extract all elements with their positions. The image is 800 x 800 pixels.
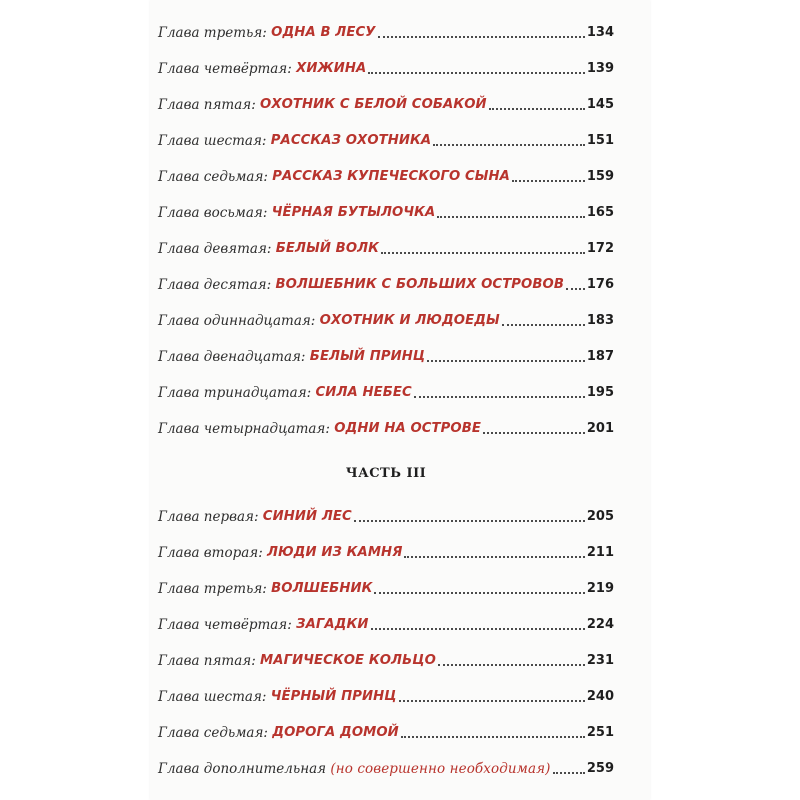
leader-dots: [427, 359, 585, 362]
page-number: 240: [586, 689, 614, 704]
leader-dots: [553, 771, 585, 774]
leader-dots: [438, 663, 585, 666]
leader-dots: [401, 735, 585, 738]
leader-dots: [381, 251, 585, 254]
chapter-label: Глава шестая:: [158, 133, 267, 149]
chapter-label: Глава пятая:: [158, 97, 256, 113]
toc-entry[interactable]: [158, 18, 614, 42]
leader-dots: [566, 287, 585, 290]
page-number: 224: [586, 617, 614, 632]
leader-dots: [502, 323, 585, 326]
chapter-label: Глава тринадцатая:: [158, 385, 312, 401]
chapter-title: ОХОТНИК И ЛЮДОЕДЫ: [319, 313, 500, 328]
toc-entry[interactable]: [158, 162, 614, 186]
page-number: 165: [586, 205, 614, 220]
leader-dots: [437, 215, 585, 218]
page-number: 134: [586, 25, 614, 40]
toc-entry[interactable]: [158, 538, 614, 562]
chapter-label: Глава седьмая:: [158, 169, 268, 185]
chapter-label: Глава девятая:: [158, 241, 272, 257]
toc-entry[interactable]: [158, 126, 614, 150]
chapter-label: Глава третья:: [158, 25, 267, 41]
chapter-title: РАССКАЗ ОХОТНИКА: [270, 133, 432, 148]
leader-dots: [404, 555, 584, 558]
chapter-label: Глава третья:: [158, 581, 267, 597]
page-number: 251: [586, 725, 614, 740]
page-number: 183: [586, 313, 614, 328]
chapter-label: Глава седьмая:: [158, 725, 268, 741]
toc-entry[interactable]: [158, 718, 614, 742]
chapter-title: ОДНА В ЛЕСУ: [271, 25, 376, 40]
table-of-contents: [158, 0, 614, 800]
page-number: 187: [586, 349, 614, 364]
toc-entry[interactable]: [158, 198, 614, 222]
chapter-title: МАГИЧЕСКОЕ КОЛЬЦО: [260, 653, 436, 668]
page-number: 145: [586, 97, 614, 112]
chapter-title: ОХОТНИК С БЕЛОЙ СОБАКОЙ: [260, 97, 487, 112]
toc-entry[interactable]: [158, 234, 614, 258]
page-number: 151: [586, 133, 614, 148]
chapter-title: ЛЮДИ ИЗ КАМНЯ: [267, 545, 403, 560]
leader-dots: [378, 35, 585, 38]
toc-entry[interactable]: [158, 574, 614, 598]
toc-entry[interactable]: [158, 306, 614, 330]
page-number: 259: [586, 761, 614, 776]
chapter-title: (но совершенно необходимая): [330, 761, 551, 777]
chapter-title: ОДНИ НА ОСТРОВЕ: [334, 421, 481, 436]
leader-dots: [399, 699, 585, 702]
leader-dots: [483, 431, 585, 434]
page-number: 211: [586, 545, 614, 560]
toc-entry[interactable]: [158, 646, 614, 670]
toc-entry[interactable]: [158, 90, 614, 114]
page-number: 172: [586, 241, 614, 256]
page-number: 159: [586, 169, 614, 184]
page-number: 201: [586, 421, 614, 436]
chapter-label: Глава четырнадцатая:: [158, 421, 330, 437]
chapter-label: Глава первая:: [158, 509, 259, 525]
chapter-label: Глава шестая:: [158, 689, 267, 705]
chapter-title: ЧЁРНАЯ БУТЫЛОЧКА: [271, 205, 436, 220]
leader-dots: [433, 143, 585, 146]
chapter-label: Глава вторая:: [158, 545, 263, 561]
toc-entry[interactable]: [158, 610, 614, 634]
chapter-title: ВОЛШЕБНИК С БОЛЬШИХ ОСТРОВОВ: [275, 277, 564, 292]
chapter-title: БЕЛЫЙ ВОЛК: [275, 241, 380, 256]
chapter-title: СИНИЙ ЛЕС: [262, 509, 352, 524]
page-number: 195: [586, 385, 614, 400]
chapter-label: Глава пятая:: [158, 653, 256, 669]
toc-entry[interactable]: [158, 414, 614, 438]
chapter-title: ХИЖИНА: [296, 61, 367, 76]
chapter-label: Глава одиннадцатая:: [158, 313, 316, 329]
page-number: 139: [586, 61, 614, 76]
chapter-title: ВОЛШЕБНИК: [271, 581, 373, 596]
part-heading: ЧАСТЬ III: [345, 466, 427, 481]
chapter-title: БЕЛЫЙ ПРИНЦ: [309, 349, 426, 364]
chapter-title: ЗАГАДКИ: [296, 617, 369, 632]
chapter-title: РАССКАЗ КУПЕЧЕСКОГО СЫНА: [272, 169, 510, 184]
toc-entry[interactable]: [158, 270, 614, 294]
page-number: 219: [586, 581, 614, 596]
chapter-label: Глава десятая:: [158, 277, 272, 293]
leader-dots: [354, 519, 585, 522]
page-number: 231: [586, 653, 614, 668]
chapter-label: Глава дополнительная: [158, 761, 327, 777]
toc-entry[interactable]: [158, 682, 614, 706]
chapter-label: Глава четвёртая:: [158, 61, 292, 77]
toc-entry[interactable]: [158, 54, 614, 78]
chapter-label: Глава двенадцатая:: [158, 349, 306, 365]
leader-dots: [512, 179, 585, 182]
chapter-label: Глава восьмая:: [158, 205, 268, 221]
leader-dots: [371, 627, 585, 630]
leader-dots: [414, 395, 585, 398]
chapter-title: ЧЁРНЫЙ ПРИНЦ: [270, 689, 397, 704]
leader-dots: [489, 107, 585, 110]
leader-dots: [368, 71, 585, 74]
toc-entry[interactable]: [158, 502, 614, 526]
toc-entry[interactable]: [158, 378, 614, 402]
toc-entry[interactable]: [158, 342, 614, 366]
page-number: 205: [586, 509, 614, 524]
leader-dots: [374, 591, 584, 594]
page-number: 176: [586, 277, 614, 292]
chapter-label: Глава четвёртая:: [158, 617, 292, 633]
toc-entry[interactable]: [158, 754, 614, 778]
chapter-title: ДОРОГА ДОМОЙ: [272, 725, 399, 740]
chapter-title: СИЛА НЕБЕС: [315, 385, 412, 400]
